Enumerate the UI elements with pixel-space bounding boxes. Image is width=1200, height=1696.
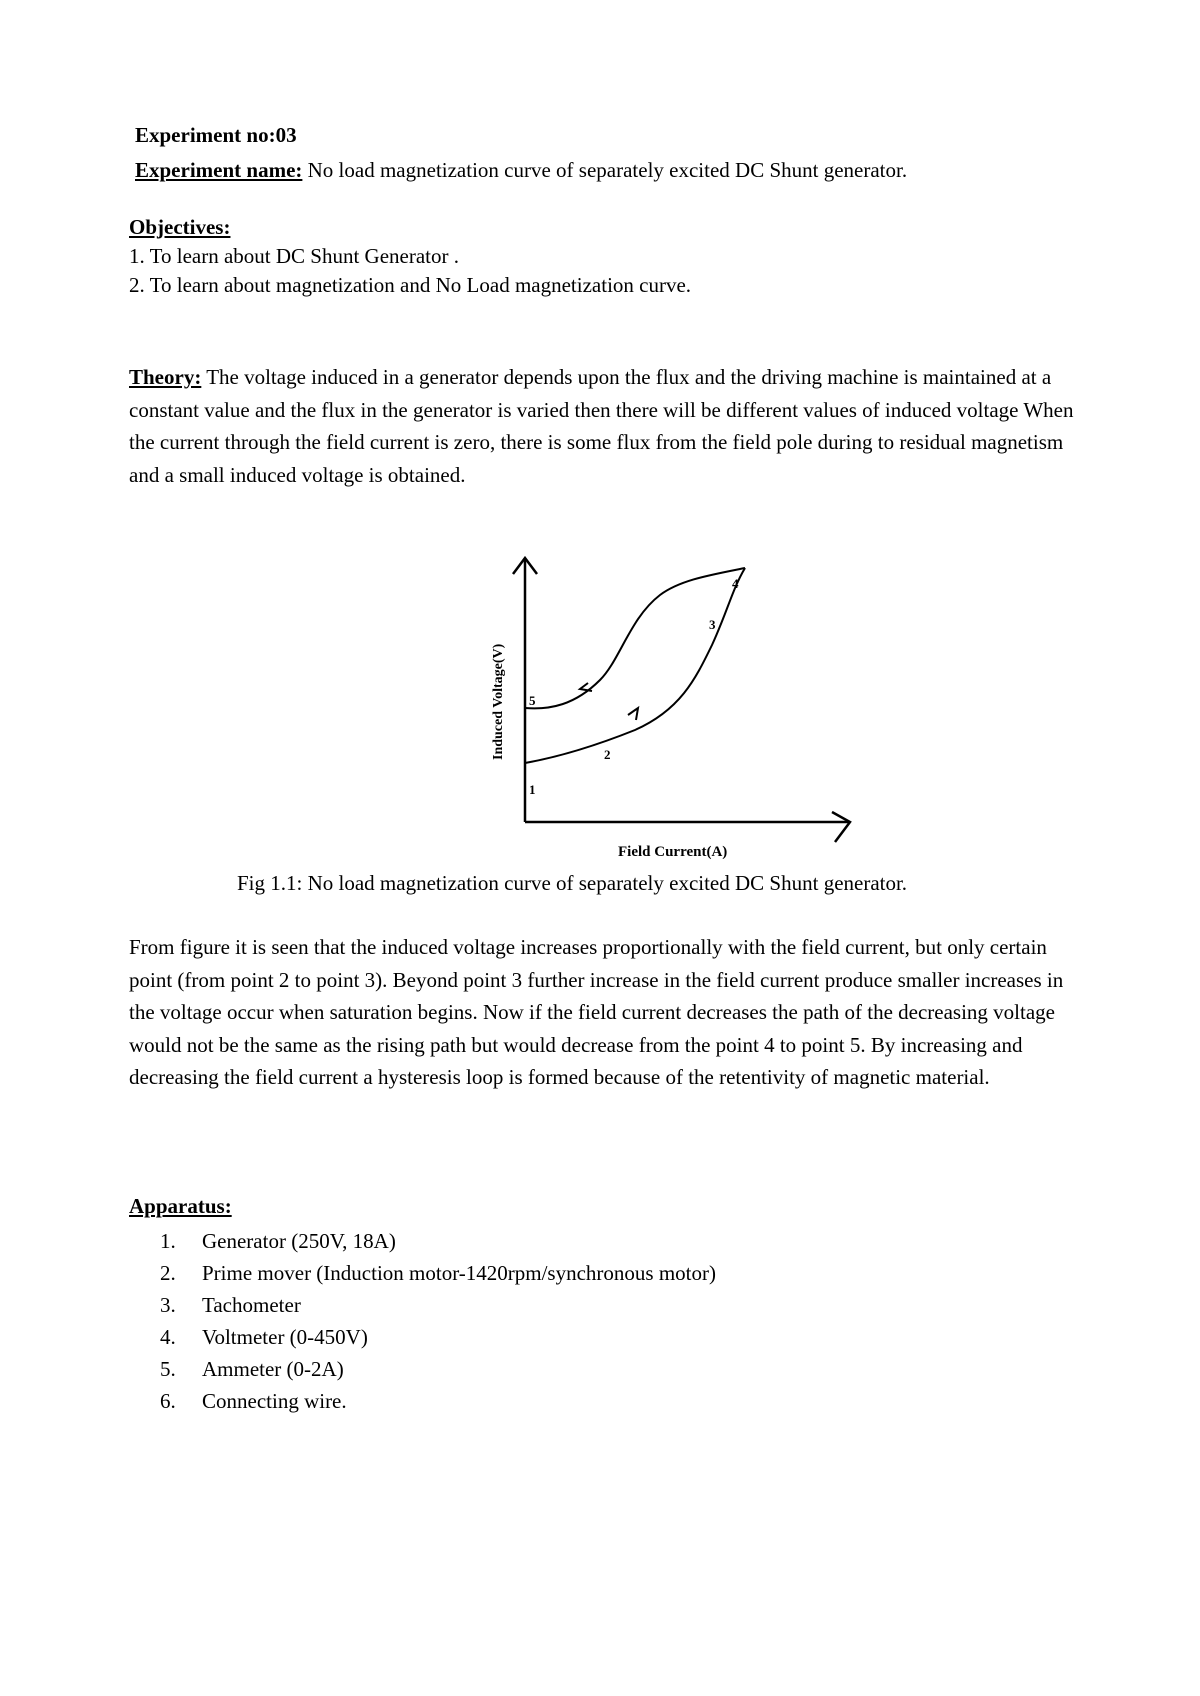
objectives-heading: Objectives: (129, 215, 231, 239)
point-label-2: 2 (604, 747, 611, 762)
point-label-5: 5 (529, 693, 536, 708)
list-item: 6. Connecting wire. (160, 1389, 347, 1413)
objective-item: 1. To learn about DC Shunt Generator . (129, 244, 459, 268)
theory-paragraph (129, 361, 1079, 491)
x-axis-label: Field Current(A) (618, 844, 728, 860)
magnetization-figure (480, 550, 860, 875)
apparatus-heading: Apparatus: (129, 1194, 232, 1218)
experiment-number: Experiment no:03 (135, 123, 297, 147)
list-item: 4. Voltmeter (0-450V) (160, 1325, 368, 1349)
point-label-1: 1 (529, 782, 536, 797)
objective-item: 2. To learn about magnetization and No Load magnetization curve. (129, 273, 692, 297)
discussion-paragraph (129, 931, 1079, 1094)
point-label-4: 4 (732, 576, 739, 591)
magnetization-curve-diagram (480, 550, 860, 870)
x-axis-arrow-icon (832, 812, 850, 842)
list-item: 1. Generator (250V, 18A) (160, 1229, 396, 1253)
rising-direction-arrow-icon (628, 708, 638, 720)
falling-curve (525, 568, 745, 708)
theory-text: The voltage induced in a generator depends upon the flux and the driving machine is maintained at a constant value and the flux in the generator is varied then there will be different values of induced voltage When the current through the field current is zero, there is some flux from the field pole during to residual magnetism and a small induced voltage is obtained. (129, 365, 1074, 487)
falling-direction-arrow-icon (580, 683, 592, 691)
experiment-name (135, 156, 907, 184)
apparatus-list (160, 1225, 716, 1417)
list-item: 3. Tachometer (160, 1293, 301, 1317)
list-item: 2. Prime mover (Induction motor-1420rpm/synchronous motor) (160, 1261, 716, 1285)
experiment-name-label: Experiment name: (135, 158, 303, 182)
point-label-3: 3 (709, 617, 716, 632)
rising-curve (525, 568, 745, 763)
y-axis-label: Induced Voltage(V) (491, 643, 506, 760)
theory-heading: Theory: (129, 365, 202, 389)
discussion-text: From figure it is seen that the induced voltage increases proportionally with the field current, but only certain point (from point 2 to point 3). Beyond point 3 further increase in the field current produce smaller increases in the voltage occur when saturation begins. Now if the field current decreases the path of the decreasing voltage would not be the same as the rising path but would decrease from the point 4 to point 5. By increasing and decreasing the field current a hysteresis loop is formed because of the retentivity of magnetic material. (129, 935, 1064, 1089)
figure-caption: Fig 1.1: No load magnetization curve of separately excited DC Shunt generator. (237, 871, 908, 895)
list-item: 5. Ammeter (0-2A) (160, 1357, 344, 1381)
experiment-name-value: No load magnetization curve of separately excited DC Shunt generator. (302, 158, 908, 182)
